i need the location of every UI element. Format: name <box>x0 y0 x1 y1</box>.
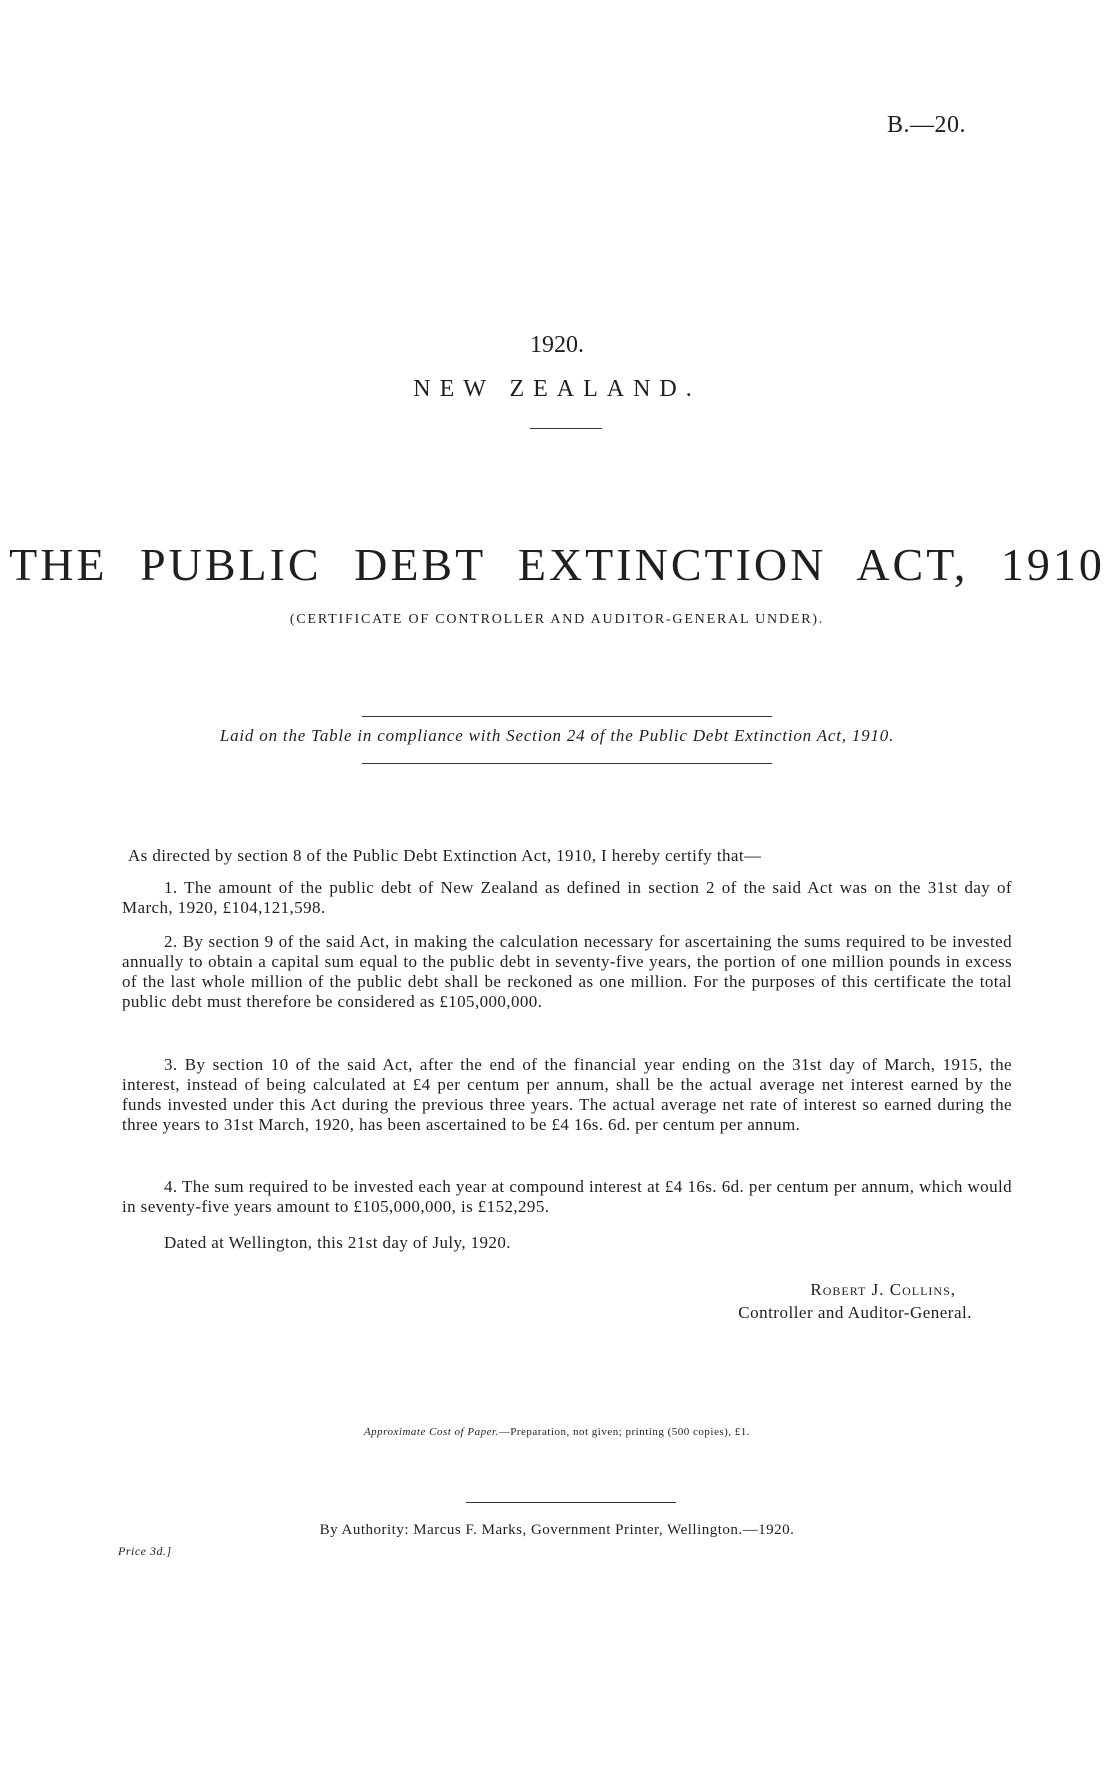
certificate-intro: As directed by section 8 of the Public Debt Extinction Act, 1910, I hereby certify that— <box>128 846 762 865</box>
signatory-name: Robert J. Collins, <box>810 1280 956 1299</box>
cost-detail: —Preparation, not given; printing (500 copies), £1. <box>498 1426 751 1438</box>
paragraph-2: 2. By section 9 of the said Act, in making the calculation necessary for ascertaining the sums required to be invested annually to obtain a capital sum equal to the public debt in seventy-five years, the portion of one million pounds in excess of the last whole million of the public debt shall be reckoned as one million. For the purposes of this certificate the total public debt must therefore be considered as £105,000,000. <box>122 932 1012 1011</box>
laid-rule-top <box>362 716 772 717</box>
paragraph-1: 1. The amount of the public debt of New Zealand as defined in section 2 of the said Act was on the 31st day of March, 1920, £104,121,598. <box>122 878 1012 917</box>
country-heading: NEW ZEALAND. <box>413 376 701 402</box>
masthead-rule <box>530 428 602 429</box>
price-note: Price 3d.] <box>118 1544 172 1558</box>
paragraph-4: 4. The sum required to be invested each year at compound interest at £4 16s. 6d. per centum per annum, which would in seventy-five years amount to £105,000,000, is £152,295. <box>122 1177 1012 1216</box>
laid-on-table-note: Laid on the Table in compliance with Section 24 of the Public Debt Extinction Act, 1910. <box>219 726 895 745</box>
footer-rule <box>466 1502 676 1503</box>
printer-imprint: By Authority: Marcus F. Marks, Government Printer, Wellington.—1920. <box>319 1522 795 1538</box>
document-title: THE PUBLIC DEBT EXTINCTION ACT, 1910 <box>9 539 1105 590</box>
paragraph-3: 3. By section 10 of the said Act, after the end of the financial year ending on the 31st day of March, 1915, the interest, instead of being calculated at £4 per centum per annum, shall be the actual average net interest earned by the funds invested under this Act during the previous three years. The actual average net rate of interest so earned during the three years to 31st March, 1920, has been ascertained to be £4 16s. 6d. per centum per annum. <box>122 1055 1012 1134</box>
signatory-title: Controller and Auditor-General. <box>738 1303 972 1322</box>
cost-of-paper <box>0 1426 1114 1438</box>
document-subtitle: (CERTIFICATE OF CONTROLLER AND AUDITOR-GENERAL UNDER). <box>289 612 825 627</box>
laid-rule-bottom <box>362 763 772 764</box>
publication-year: 1920. <box>530 332 584 358</box>
page-reference: B.—20. <box>886 112 966 138</box>
cost-label: Approximate Cost of Paper. <box>363 1426 499 1438</box>
dated-line: Dated at Wellington, this 21st day of July, 1920. <box>164 1233 511 1252</box>
